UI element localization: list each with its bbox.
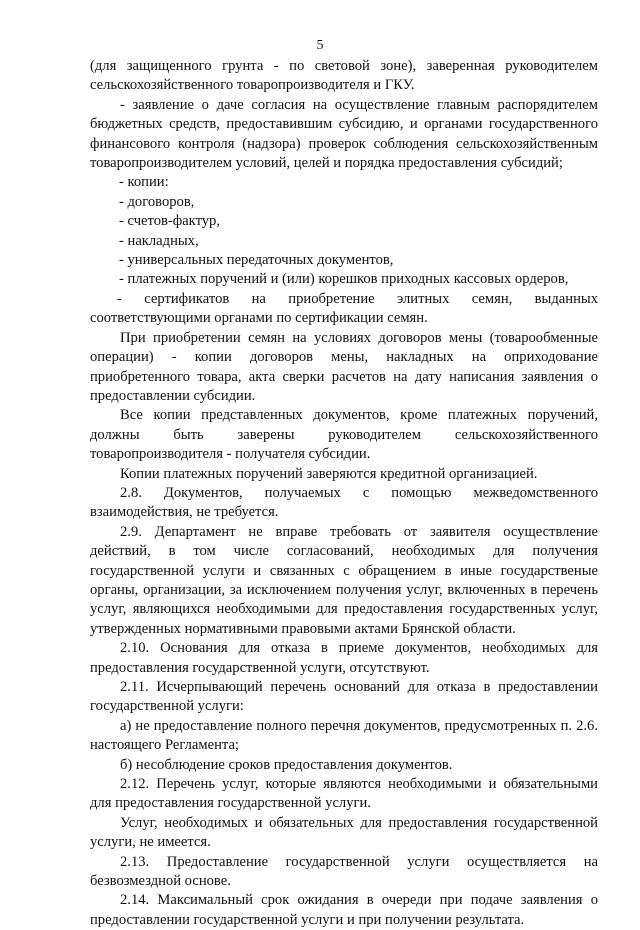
list-item-payment-orders: - платежных поручений и (или) корешков приходных кассовых ордеров, bbox=[119, 271, 569, 288]
clause-2-12: 2.12. Перечень услуг, которые являются необходимыми и обязательными для предоставления государственной услуги. bbox=[90, 776, 598, 812]
list-item-invoices: - счетов-фактур, bbox=[119, 213, 221, 230]
paragraph-continuation: (для защищенного грунта - по световой зоне), заверенная руководителем сельскохозяйственного товаропроизводителя и ГКУ. bbox=[90, 58, 598, 94]
list-item-transfer-documents: - универсальных передаточных документов, bbox=[119, 252, 394, 269]
page-number: 5 bbox=[316, 38, 324, 53]
paragraph-barter: При приобретении семян на условиях договоров мены (товарообменные операции) - копии договоров мены, накладных на оприходование приобретенного товара, акта сверки расчетов на дату написания заявления о предоставлении субсидии. bbox=[90, 329, 598, 404]
clause-2-13: 2.13. Предоставление государственной услуги осуществляется на безвозмездной основе. bbox=[90, 853, 598, 890]
clause-2-14: 2.14. Максимальный срок ожидания в очереди при подаче заявления о предоставлении государственной услуги и при получении результата. bbox=[90, 892, 598, 928]
clause-2-12-services: Услуг, необходимых и обязательных для предоставления государственной услуги, не имеется. bbox=[90, 814, 598, 851]
paragraph-consent-statement: - заявление о даче согласия на осуществление главным распорядителем бюджетных средств, предоставившим субсидию, и органами государственного финансового контроля (надзора) проверок соблюдения сельскохозяйственным товаропроизводителем условий, целей и порядка предоставления субсидий; bbox=[90, 96, 598, 172]
list-item-certificates: - сертификатов на приобретение элитных семян, выданных соответствующими органами по сертификации семян. bbox=[90, 290, 598, 327]
list-item-copies: - копии: bbox=[119, 174, 169, 191]
clause-2-11-a: а) не предоставление полного перечня документов, предусмотренных п. 2.6. настоящего Регламента; bbox=[90, 717, 598, 754]
list-item-waybills: - накладных, bbox=[119, 232, 199, 249]
list-item-contracts: - договоров, bbox=[119, 193, 195, 210]
paragraph-copies-certified: Все копии представленных документов, кроме платежных поручений, должны быть заверены руководителем сельскохозяйственного товаропроизводителя - получателя субсидии. bbox=[90, 407, 598, 463]
clause-2-8: 2.8. Документов, получаемых с помощью межведомственного взаимодействия, не требуется. bbox=[90, 484, 598, 521]
clause-2-11-b: б) несоблюдение сроков предоставления документов. bbox=[120, 756, 453, 773]
clause-2-11: 2.11. Исчерпывающий перечень оснований для отказа в предоставлении государственной услуги: bbox=[90, 679, 598, 715]
clause-2-10: 2.10. Основания для отказа в приеме документов, необходимых для предоставления государственной услуги, отсутствуют. bbox=[90, 640, 598, 676]
clause-2-9: 2.9. Департамент не вправе требовать от заявителя осуществление действий, в том числе согласований, необходимых для получения государственной услуги и связанных с обращением в иные государственые органы, организации, за исключением получения услуг, включенных в перечень услуг, являющихся необходимыми для предоставления государственных услуг, утвержденных нормативными правовыми актами Брянской области. bbox=[90, 523, 598, 637]
page-body bbox=[90, 57, 598, 930]
paragraph-bank-certification: Копии платежных поручений заверяются кредитной организацией. bbox=[120, 465, 538, 482]
